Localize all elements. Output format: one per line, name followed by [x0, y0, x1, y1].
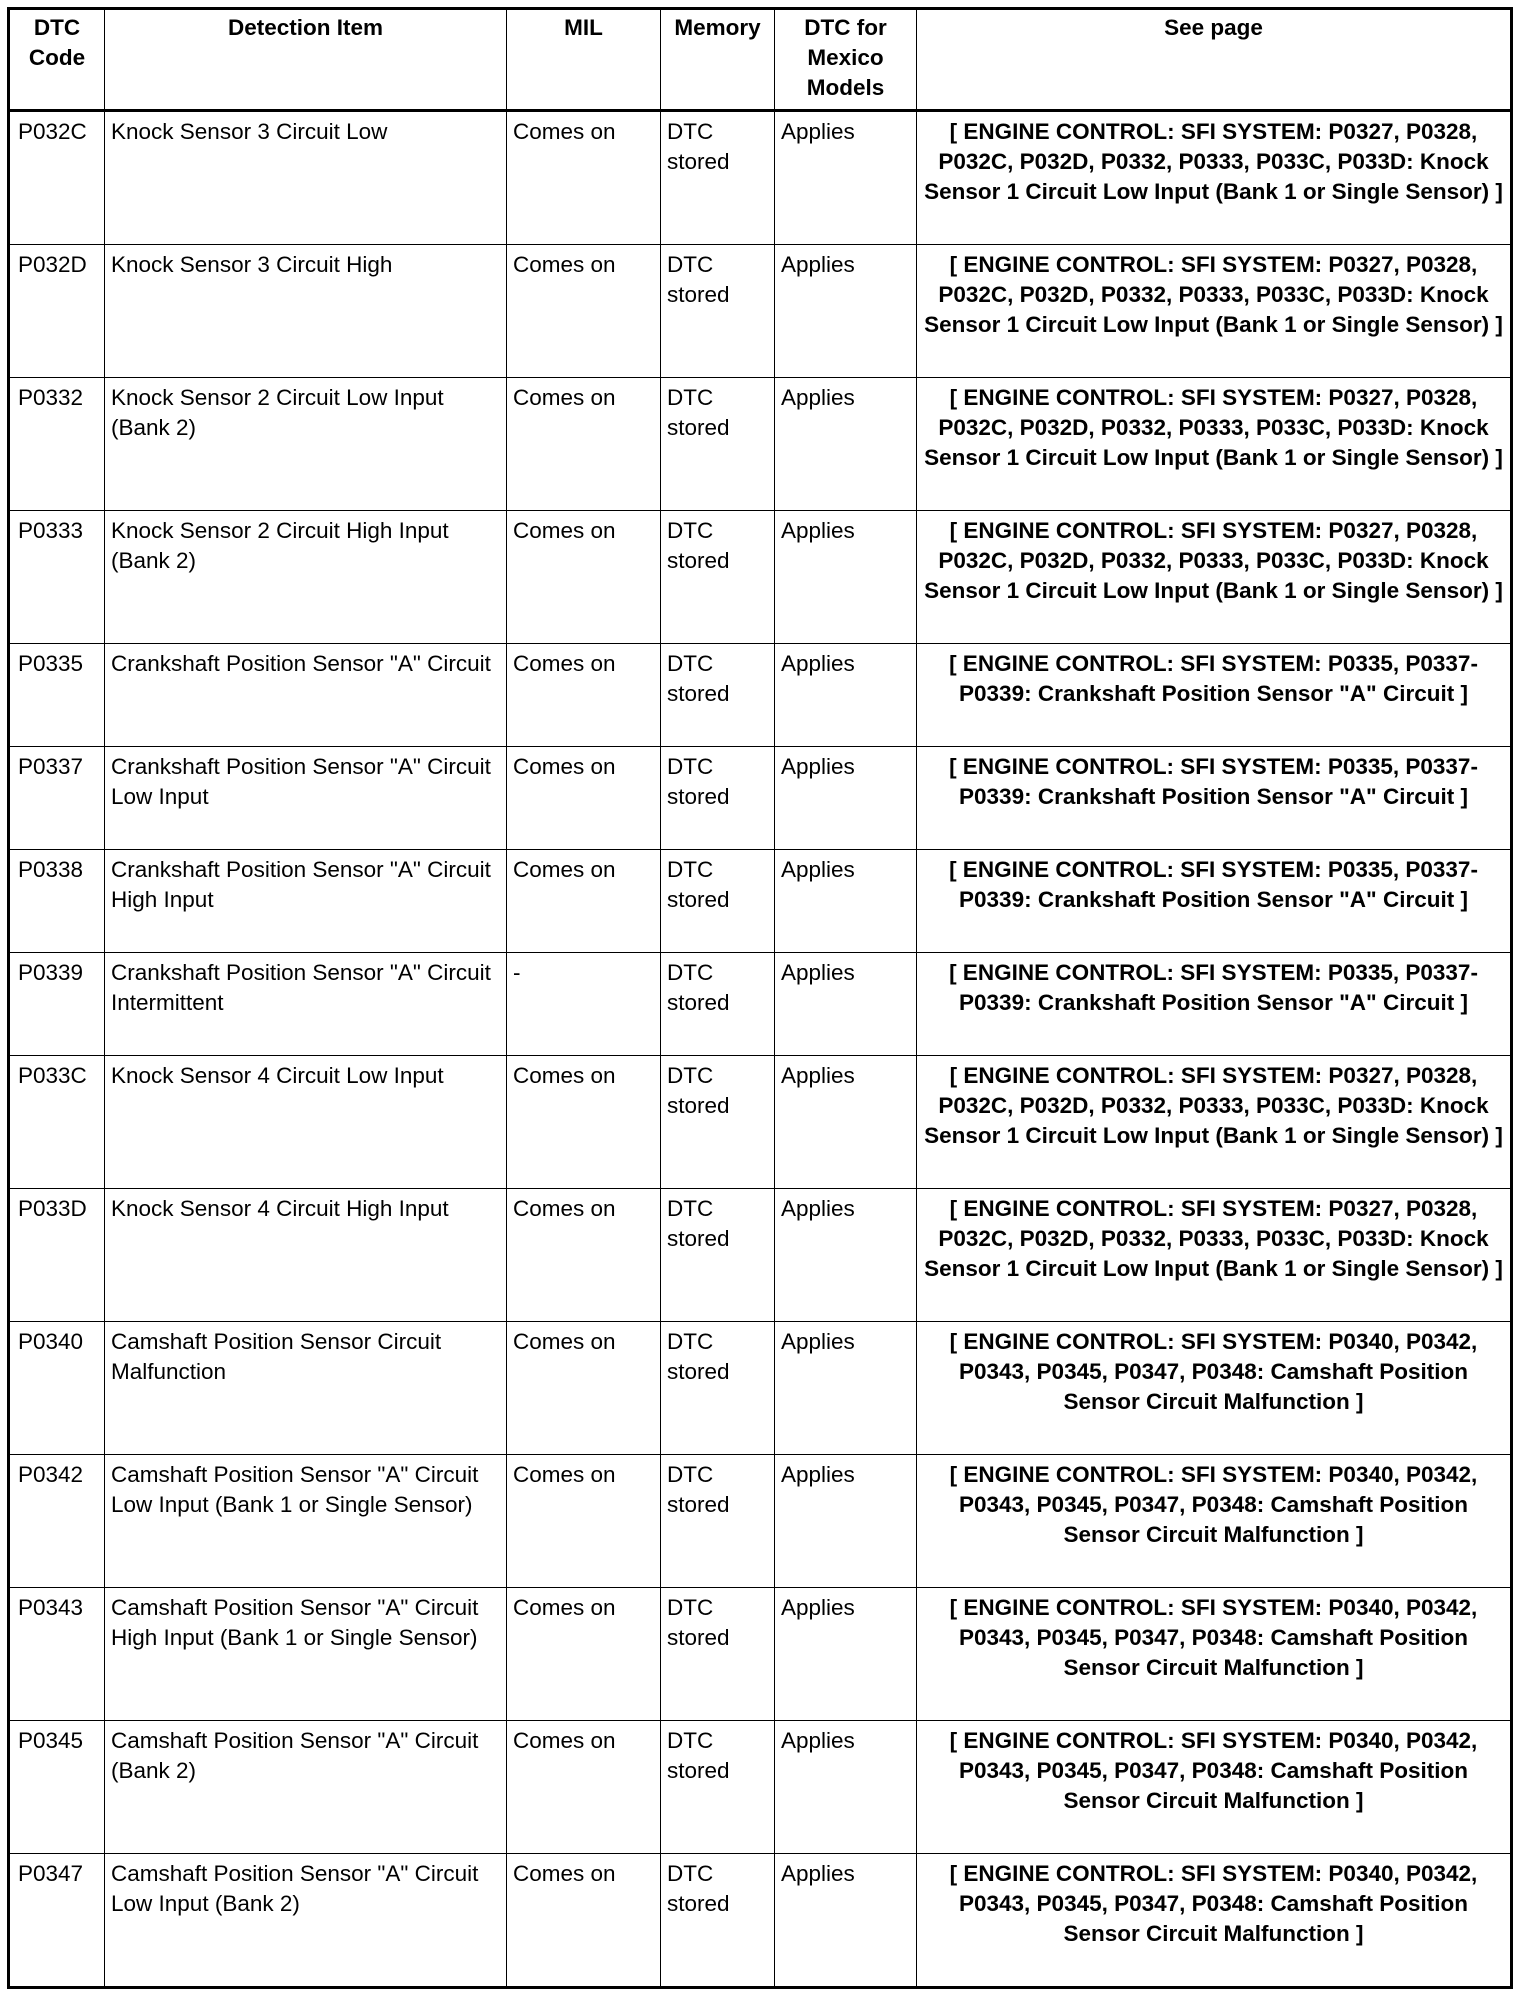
table-row	[9, 245, 1512, 378]
dtc-code: P0333	[9, 511, 105, 644]
dtc-code: P0347	[9, 1854, 105, 1988]
memory-status: DTC stored	[661, 1056, 775, 1189]
see-page-link[interactable]: [ ENGINE CONTROL: SFI SYSTEM: P0335, P0337-P0339: Crankshaft Position Sensor "A" Circuit ]	[917, 747, 1512, 850]
dtc-code: P032D	[9, 245, 105, 378]
mil-status: -	[507, 953, 661, 1056]
memory-status: DTC stored	[661, 1189, 775, 1322]
memory-status: DTC stored	[661, 245, 775, 378]
mil-status: Comes on	[507, 644, 661, 747]
detection-item: Knock Sensor 4 Circuit Low Input	[105, 1056, 507, 1189]
dtc-code: P0340	[9, 1322, 105, 1455]
mil-status: Comes on	[507, 1056, 661, 1189]
mil-status: Comes on	[507, 1721, 661, 1854]
table-row	[9, 953, 1512, 1056]
table-row	[9, 1588, 1512, 1721]
dtc-code: P0332	[9, 378, 105, 511]
mil-status: Comes on	[507, 1189, 661, 1322]
memory-status: DTC stored	[661, 1721, 775, 1854]
dtc-code: P0345	[9, 1721, 105, 1854]
dtc-code: P033C	[9, 1056, 105, 1189]
mexico-applies: Applies	[775, 1189, 917, 1322]
mexico-applies: Applies	[775, 245, 917, 378]
header-memory: Memory	[661, 9, 775, 111]
header-dtc-code: DTC Code	[9, 9, 105, 111]
table-row	[9, 850, 1512, 953]
table-row	[9, 511, 1512, 644]
mil-status: Comes on	[507, 111, 661, 245]
see-page-link[interactable]: [ ENGINE CONTROL: SFI SYSTEM: P0340, P0342, P0343, P0345, P0347, P0348: Camshaft Position Sensor Circuit Malfunction ]	[917, 1455, 1512, 1588]
header-row	[9, 9, 1512, 111]
see-page-link[interactable]: [ ENGINE CONTROL: SFI SYSTEM: P0327, P0328, P032C, P032D, P0332, P0333, P033C, P033D: Knock Sensor 1 Circuit Low Input (Bank 1 or Single Sensor) ]	[917, 378, 1512, 511]
detection-item: Knock Sensor 3 Circuit High	[105, 245, 507, 378]
see-page-link[interactable]: [ ENGINE CONTROL: SFI SYSTEM: P0335, P0337-P0339: Crankshaft Position Sensor "A" Circuit ]	[917, 644, 1512, 747]
detection-item: Crankshaft Position Sensor "A" Circuit Intermittent	[105, 953, 507, 1056]
detection-item: Camshaft Position Sensor "A" Circuit Low Input (Bank 1 or Single Sensor)	[105, 1455, 507, 1588]
mil-status: Comes on	[507, 1322, 661, 1455]
table-row	[9, 111, 1512, 245]
memory-status: DTC stored	[661, 1322, 775, 1455]
table-row	[9, 747, 1512, 850]
detection-item: Camshaft Position Sensor "A" Circuit (Bank 2)	[105, 1721, 507, 1854]
header-detection-item: Detection Item	[105, 9, 507, 111]
memory-status: DTC stored	[661, 953, 775, 1056]
detection-item: Crankshaft Position Sensor "A" Circuit High Input	[105, 850, 507, 953]
detection-item: Knock Sensor 2 Circuit Low Input (Bank 2)	[105, 378, 507, 511]
dtc-code: P0342	[9, 1455, 105, 1588]
mexico-applies: Applies	[775, 747, 917, 850]
mil-status: Comes on	[507, 1854, 661, 1988]
mil-status: Comes on	[507, 850, 661, 953]
dtc-code: P0335	[9, 644, 105, 747]
table-row	[9, 1721, 1512, 1854]
mexico-applies: Applies	[775, 1854, 917, 1988]
see-page-link[interactable]: [ ENGINE CONTROL: SFI SYSTEM: P0335, P0337-P0339: Crankshaft Position Sensor "A" Circuit ]	[917, 850, 1512, 953]
dtc-code: P0337	[9, 747, 105, 850]
see-page-link[interactable]: [ ENGINE CONTROL: SFI SYSTEM: P0340, P0342, P0343, P0345, P0347, P0348: Camshaft Position Sensor Circuit Malfunction ]	[917, 1588, 1512, 1721]
mexico-applies: Applies	[775, 644, 917, 747]
detection-item: Knock Sensor 3 Circuit Low	[105, 111, 507, 245]
mil-status: Comes on	[507, 747, 661, 850]
detection-item: Camshaft Position Sensor Circuit Malfunction	[105, 1322, 507, 1455]
memory-status: DTC stored	[661, 378, 775, 511]
memory-status: DTC stored	[661, 511, 775, 644]
table-row	[9, 1322, 1512, 1455]
dtc-code: P032C	[9, 111, 105, 245]
detection-item: Camshaft Position Sensor "A" Circuit High Input (Bank 1 or Single Sensor)	[105, 1588, 507, 1721]
detection-item: Knock Sensor 2 Circuit High Input (Bank 2)	[105, 511, 507, 644]
mil-status: Comes on	[507, 511, 661, 644]
see-page-link[interactable]: [ ENGINE CONTROL: SFI SYSTEM: P0335, P0337-P0339: Crankshaft Position Sensor "A" Circuit ]	[917, 953, 1512, 1056]
table-row	[9, 644, 1512, 747]
memory-status: DTC stored	[661, 1588, 775, 1721]
see-page-link[interactable]: [ ENGINE CONTROL: SFI SYSTEM: P0327, P0328, P032C, P032D, P0332, P0333, P033C, P033D: Knock Sensor 1 Circuit Low Input (Bank 1 or Single Sensor) ]	[917, 245, 1512, 378]
mexico-applies: Applies	[775, 378, 917, 511]
dtc-table	[7, 7, 1513, 1989]
mexico-applies: Applies	[775, 850, 917, 953]
dtc-code: P0338	[9, 850, 105, 953]
mil-status: Comes on	[507, 245, 661, 378]
mexico-applies: Applies	[775, 1588, 917, 1721]
mil-status: Comes on	[507, 1455, 661, 1588]
dtc-code: P0339	[9, 953, 105, 1056]
mil-status: Comes on	[507, 1588, 661, 1721]
see-page-link[interactable]: [ ENGINE CONTROL: SFI SYSTEM: P0340, P0342, P0343, P0345, P0347, P0348: Camshaft Position Sensor Circuit Malfunction ]	[917, 1322, 1512, 1455]
detection-item: Crankshaft Position Sensor "A" Circuit	[105, 644, 507, 747]
dtc-code: P033D	[9, 1189, 105, 1322]
memory-status: DTC stored	[661, 1455, 775, 1588]
memory-status: DTC stored	[661, 850, 775, 953]
memory-status: DTC stored	[661, 644, 775, 747]
detection-item: Knock Sensor 4 Circuit High Input	[105, 1189, 507, 1322]
memory-status: DTC stored	[661, 1854, 775, 1988]
table-row	[9, 1854, 1512, 1988]
memory-status: DTC stored	[661, 747, 775, 850]
mil-status: Comes on	[507, 378, 661, 511]
see-page-link[interactable]: [ ENGINE CONTROL: SFI SYSTEM: P0340, P0342, P0343, P0345, P0347, P0348: Camshaft Position Sensor Circuit Malfunction ]	[917, 1854, 1512, 1988]
see-page-link[interactable]: [ ENGINE CONTROL: SFI SYSTEM: P0340, P0342, P0343, P0345, P0347, P0348: Camshaft Position Sensor Circuit Malfunction ]	[917, 1721, 1512, 1854]
see-page-link[interactable]: [ ENGINE CONTROL: SFI SYSTEM: P0327, P0328, P032C, P032D, P0332, P0333, P033C, P033D: Knock Sensor 1 Circuit Low Input (Bank 1 or Single Sensor) ]	[917, 1056, 1512, 1189]
mexico-applies: Applies	[775, 1322, 917, 1455]
table-row	[9, 378, 1512, 511]
header-mexico: DTC for Mexico Models	[775, 9, 917, 111]
mexico-applies: Applies	[775, 953, 917, 1056]
detection-item: Crankshaft Position Sensor "A" Circuit Low Input	[105, 747, 507, 850]
mexico-applies: Applies	[775, 1721, 917, 1854]
table-row	[9, 1056, 1512, 1189]
see-page-link[interactable]: [ ENGINE CONTROL: SFI SYSTEM: P0327, P0328, P032C, P032D, P0332, P0333, P033C, P033D: Knock Sensor 1 Circuit Low Input (Bank 1 or Single Sensor) ]	[917, 111, 1512, 245]
detection-item: Camshaft Position Sensor "A" Circuit Low Input (Bank 2)	[105, 1854, 507, 1988]
table-row	[9, 1189, 1512, 1322]
dtc-code: P0343	[9, 1588, 105, 1721]
header-see-page: See page	[917, 9, 1512, 111]
mexico-applies: Applies	[775, 111, 917, 245]
memory-status: DTC stored	[661, 111, 775, 245]
table-row	[9, 1455, 1512, 1588]
header-mil: MIL	[507, 9, 661, 111]
mexico-applies: Applies	[775, 1056, 917, 1189]
see-page-link[interactable]: [ ENGINE CONTROL: SFI SYSTEM: P0327, P0328, P032C, P032D, P0332, P0333, P033C, P033D: Knock Sensor 1 Circuit Low Input (Bank 1 or Single Sensor) ]	[917, 511, 1512, 644]
mexico-applies: Applies	[775, 511, 917, 644]
mexico-applies: Applies	[775, 1455, 917, 1588]
see-page-link[interactable]: [ ENGINE CONTROL: SFI SYSTEM: P0327, P0328, P032C, P032D, P0332, P0333, P033C, P033D: Knock Sensor 1 Circuit Low Input (Bank 1 or Single Sensor) ]	[917, 1189, 1512, 1322]
